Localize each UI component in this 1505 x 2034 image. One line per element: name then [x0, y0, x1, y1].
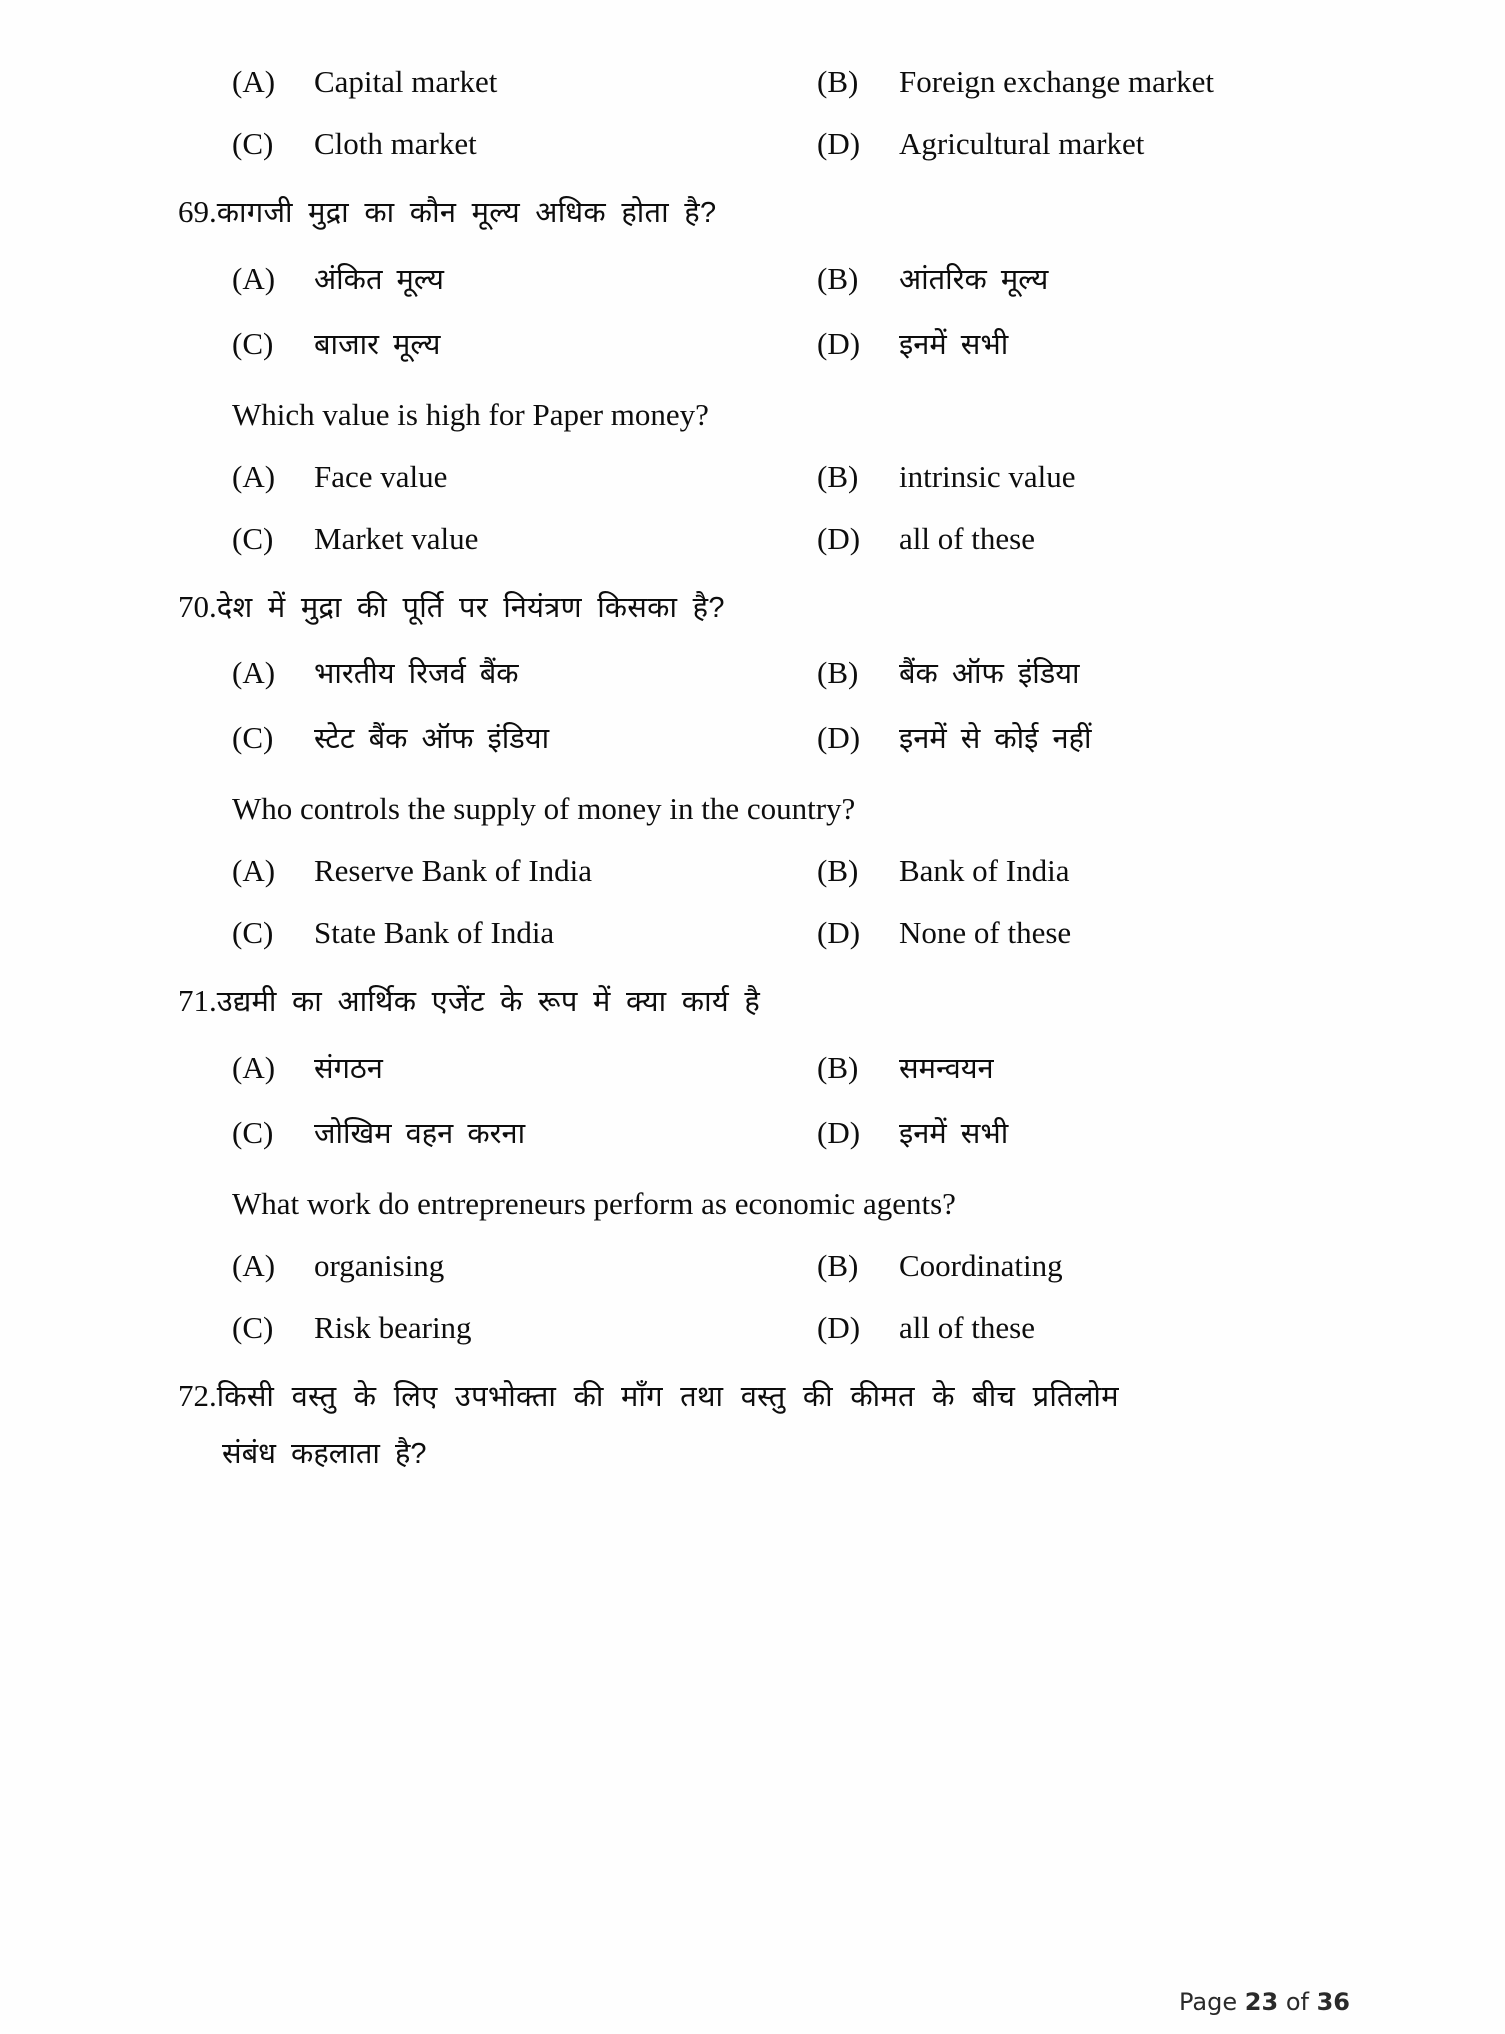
question-number-72: 72.	[178, 1378, 217, 1414]
option-b[interactable]	[817, 1048, 994, 1087]
option-label-c: (C)	[232, 325, 274, 361]
option-a[interactable]	[232, 459, 817, 495]
option-d[interactable]	[817, 1113, 1008, 1152]
option-label-d: (D)	[817, 915, 861, 951]
option-text-b: आंतरिक मूल्य	[899, 263, 1049, 296]
option-a[interactable]	[232, 653, 817, 692]
option-c[interactable]	[232, 126, 817, 162]
option-text-a: organising	[314, 1248, 445, 1284]
option-d[interactable]	[817, 915, 1071, 951]
option-text-c: जोखिम वहन करना	[314, 1118, 526, 1151]
option-label-b: (B)	[817, 1248, 859, 1284]
option-row	[0, 521, 1505, 557]
option-text-c: Risk bearing	[314, 1310, 472, 1346]
option-b[interactable]	[817, 459, 1075, 495]
question-stem-70-hindi	[0, 587, 1505, 628]
option-d[interactable]	[817, 126, 1144, 162]
option-label-a: (A)	[232, 655, 276, 691]
option-text-d: इनमें सभी	[899, 1118, 1009, 1151]
option-text-d: इनमें से कोई नहीं	[899, 723, 1092, 756]
option-text-a: Reserve Bank of India	[314, 853, 593, 889]
question-text-70-hindi: देश में मुद्रा की पूर्ति पर नियंत्रण किसका है?	[216, 591, 725, 624]
question-block-70	[0, 587, 1505, 952]
option-label-d: (D)	[817, 1310, 861, 1346]
footer-total-pages: 36	[1316, 1988, 1350, 2016]
option-b[interactable]	[817, 259, 1048, 298]
question-number-70: 70.	[178, 588, 217, 624]
question-text-69-hindi: कागजी मुद्रा का कौन मूल्य अधिक होता है?	[216, 197, 717, 229]
option-text-b: समन्वयन	[899, 1053, 994, 1086]
option-text-b: बैंक ऑफ इंडिया	[899, 658, 1080, 691]
option-c[interactable]	[232, 1113, 817, 1152]
option-row	[0, 1113, 1505, 1152]
option-a[interactable]	[232, 853, 817, 889]
option-text-a: भारतीय रिजर्व बैंक	[314, 658, 519, 691]
option-c[interactable]	[232, 1310, 817, 1346]
page-footer	[0, 1988, 1505, 2016]
question-stem-70-english: Who controls the supply of money in the country?	[232, 791, 856, 827]
option-text-a: Capital market	[314, 64, 498, 99]
question-stem-69-english: Which value is high for Paper money?	[232, 396, 709, 432]
option-label-d: (D)	[817, 325, 861, 361]
option-label-c: (C)	[232, 126, 274, 161]
question-text-72-hindi-line2: संबंध कहलाता है?	[222, 1437, 427, 1470]
option-label-d: (D)	[817, 520, 861, 556]
option-c[interactable]	[232, 718, 817, 757]
option-label-c: (C)	[232, 1310, 274, 1346]
option-c[interactable]	[232, 915, 817, 951]
option-label-d: (D)	[817, 1115, 861, 1151]
option-label-b: (B)	[817, 64, 859, 99]
question-block-72	[0, 1376, 1505, 1472]
option-d[interactable]	[817, 521, 1035, 557]
option-text-c: स्टेट बैंक ऑफ इंडिया	[314, 723, 550, 756]
option-text-c: State Bank of India	[314, 915, 555, 951]
option-text-d: all of these	[899, 520, 1036, 556]
question-block-68-continued	[0, 64, 1505, 162]
option-row	[0, 718, 1505, 757]
option-label-d: (D)	[817, 720, 861, 756]
option-c[interactable]	[232, 521, 817, 557]
footer-page-number: 23	[1244, 1988, 1279, 2016]
option-row	[0, 324, 1505, 363]
question-stem-72-hindi	[0, 1376, 1505, 1417]
option-row	[0, 1248, 1505, 1284]
option-a[interactable]	[232, 1048, 817, 1087]
option-d[interactable]	[817, 324, 1008, 363]
option-label-a: (A)	[232, 1050, 276, 1086]
option-label-d: (D)	[817, 126, 861, 161]
option-label-c: (C)	[232, 915, 274, 951]
option-text-a: संगठन	[314, 1053, 383, 1086]
question-text-71-hindi: उद्यमी का आर्थिक एजेंट के रूप में क्या कार्य है	[216, 986, 761, 1019]
option-row	[0, 915, 1505, 951]
question-stem-69-hindi	[0, 192, 1505, 233]
option-label-a: (A)	[232, 1248, 276, 1284]
option-text-d: Agricultural market	[899, 126, 1145, 161]
option-text-b: Coordinating	[899, 1248, 1063, 1284]
option-b[interactable]	[817, 653, 1080, 692]
option-text-c: Market value	[314, 520, 479, 556]
option-row	[0, 1048, 1505, 1087]
question-block-69	[0, 192, 1505, 557]
option-text-d: all of these	[899, 1310, 1036, 1346]
option-text-a: अंकित मूल्य	[314, 263, 444, 296]
question-stem-71-english: What work do entrepreneurs perform as economic agents?	[232, 1186, 956, 1222]
footer-middle: of	[1285, 1988, 1309, 2016]
option-text-b: intrinsic value	[899, 458, 1076, 494]
option-text-d: None of these	[899, 915, 1072, 951]
option-b[interactable]	[817, 1248, 1063, 1284]
option-text-b: Foreign exchange market	[899, 64, 1215, 99]
option-text-d: इनमें सभी	[899, 328, 1009, 361]
option-label-b: (B)	[817, 458, 859, 494]
option-row	[0, 853, 1505, 889]
option-row	[0, 259, 1505, 298]
question-number-71: 71.	[178, 983, 217, 1019]
option-label-b: (B)	[817, 655, 859, 691]
question-block-71	[0, 981, 1505, 1346]
footer-prefix: Page	[1179, 1988, 1238, 2016]
option-label-a: (A)	[232, 853, 276, 889]
option-text-a: Face value	[314, 458, 448, 494]
option-label-c: (C)	[232, 520, 274, 556]
option-row	[0, 64, 1505, 100]
option-label-b: (B)	[817, 260, 859, 296]
option-d[interactable]	[817, 1310, 1035, 1346]
option-label-b: (B)	[817, 1050, 859, 1086]
option-b[interactable]	[817, 64, 1214, 100]
option-label-a: (A)	[232, 458, 276, 494]
option-c[interactable]	[232, 324, 817, 363]
question-text-72-hindi-line1: किसी वस्तु के लिए उपभोक्ता की माँग तथा वस्तु की कीमत के बीच प्रतिलोम	[216, 1381, 1119, 1414]
option-label-c: (C)	[232, 1115, 274, 1151]
option-text-b: Bank of India	[899, 853, 1070, 889]
option-text-c: Cloth market	[314, 126, 477, 161]
option-label-a: (A)	[232, 64, 276, 99]
option-a[interactable]	[232, 64, 817, 100]
option-b[interactable]	[817, 853, 1069, 889]
option-text-c: बाजार मूल्य	[314, 328, 441, 361]
question-number-69: 69.	[178, 194, 217, 229]
question-stem-71-hindi	[0, 981, 1505, 1022]
option-row	[0, 653, 1505, 692]
option-label-a: (A)	[232, 260, 276, 296]
option-row	[0, 1310, 1505, 1346]
option-a[interactable]	[232, 259, 817, 298]
option-a[interactable]	[232, 1248, 817, 1284]
option-label-c: (C)	[232, 720, 274, 756]
option-label-b: (B)	[817, 853, 859, 889]
option-row	[0, 459, 1505, 495]
option-row	[0, 126, 1505, 162]
option-d[interactable]	[817, 718, 1091, 757]
